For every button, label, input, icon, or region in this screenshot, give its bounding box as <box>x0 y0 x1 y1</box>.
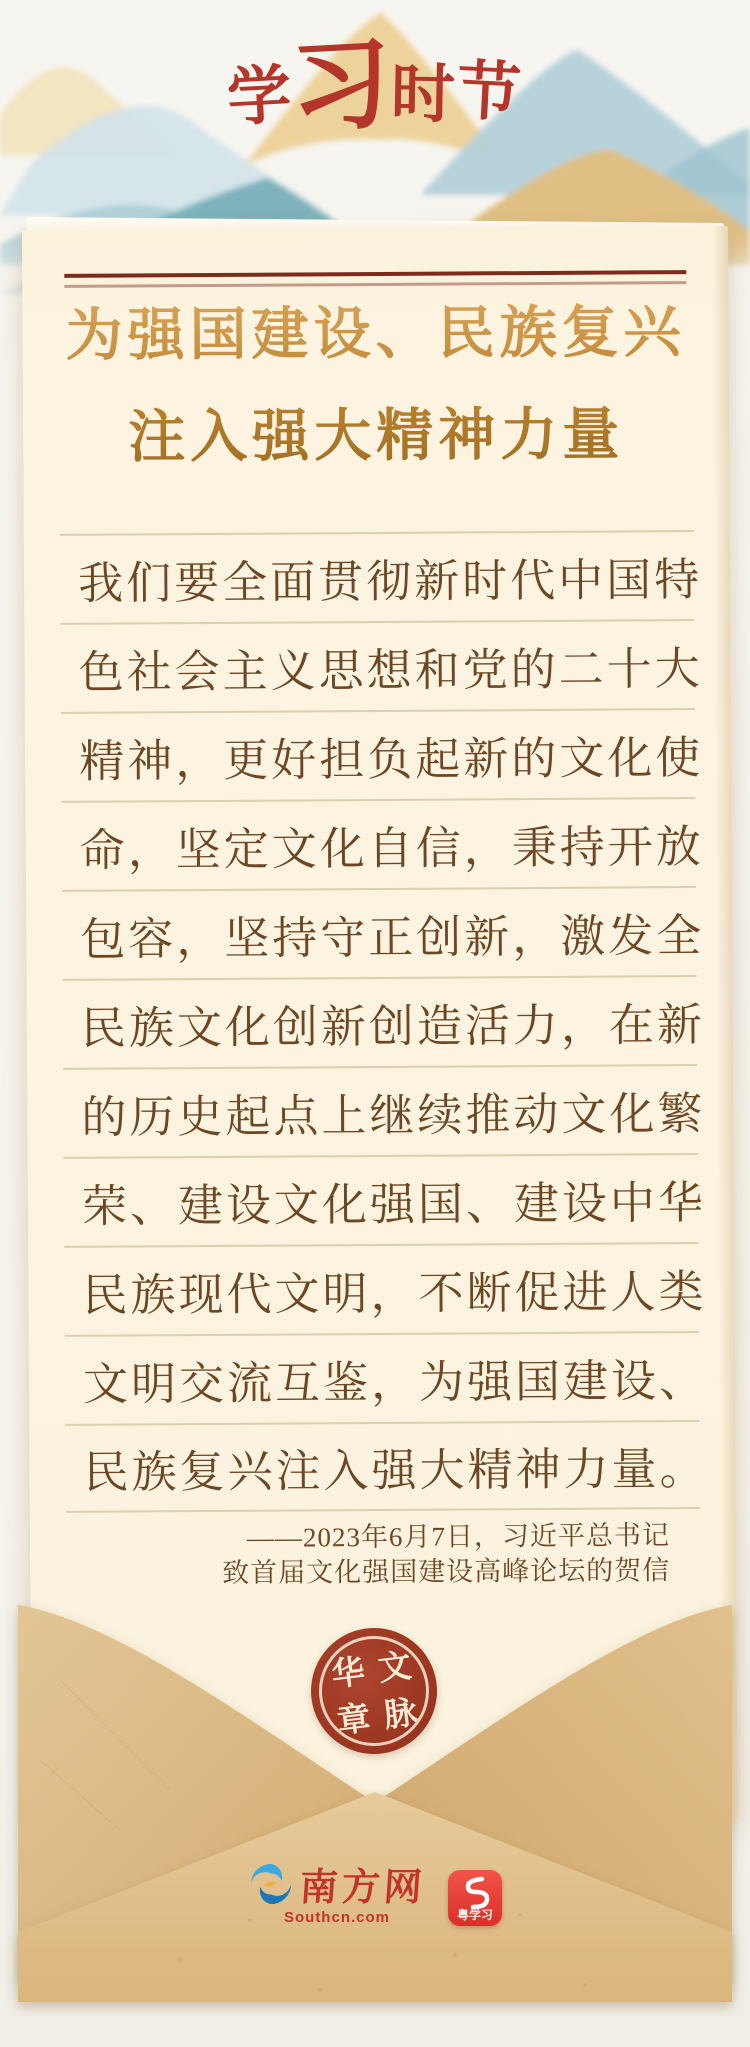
southcn-domain: Southcn.com <box>283 1909 390 1926</box>
southcn-logo <box>248 1856 426 1926</box>
seal-char: 文 <box>376 1648 414 1689</box>
letter-body-line: 精神，更好担负起新的文化使 <box>61 708 696 801</box>
letter-body-line: 包容，坚持守正创新，激发全 <box>62 886 697 979</box>
letter-body-line: 文明交流互鉴，为强国建设、 <box>65 1331 700 1424</box>
letter-title <box>22 282 729 490</box>
logo-char: 习 <box>288 27 396 145</box>
seal-char: 华 <box>329 1654 367 1694</box>
attribution-line-2: 致首届文化强国建设高峰论坛的贺信 <box>222 1555 671 1588</box>
seal-char: 章 <box>335 1700 373 1741</box>
letter-body <box>60 530 708 1513</box>
double-rule-top <box>64 270 686 278</box>
letter-body-line: 民族复兴注入强大精神力量。 <box>65 1420 700 1513</box>
title-line-2: 注入强大精神力量 <box>128 403 625 470</box>
title-line-1: 为强国建设、民族复兴 <box>65 301 686 368</box>
letter-body-line: 我们要全面贯彻新时代中国特 <box>60 530 695 623</box>
logo-char: 学 <box>225 58 296 134</box>
southcn-swirl-icon <box>248 1861 294 1907</box>
footer-logos <box>0 1856 750 1926</box>
seal-characters <box>322 1639 427 1744</box>
letter-body-line: 民族文化创新创造活力，在新 <box>63 975 698 1068</box>
letter-body-line: 荣、建设文化强国、建设中华 <box>64 1153 699 1246</box>
logo-char: 节 <box>455 54 525 130</box>
attribution-line-1: ——2023年6月7日，习近平总书记 <box>246 1520 671 1553</box>
letter-body-line: 色社会主义思想和党的二十大 <box>60 619 695 712</box>
xuexi-shijie-logo <box>0 27 750 145</box>
letter-body-line: 民族现代文明，不断促进人类 <box>64 1242 699 1335</box>
yuexuexi-app-icon <box>448 1870 502 1926</box>
letter-body-line: 命，坚定文化自信，秉持开放 <box>61 797 696 890</box>
yuexuexi-label: 粤学习 <box>456 1908 493 1922</box>
seal-char: 脉 <box>382 1695 420 1735</box>
southcn-name: 南方网 <box>298 1867 428 1909</box>
logo-char: 时 <box>390 57 458 131</box>
letter-body-line: 的历史起点上继续推动文化繁 <box>63 1064 698 1157</box>
